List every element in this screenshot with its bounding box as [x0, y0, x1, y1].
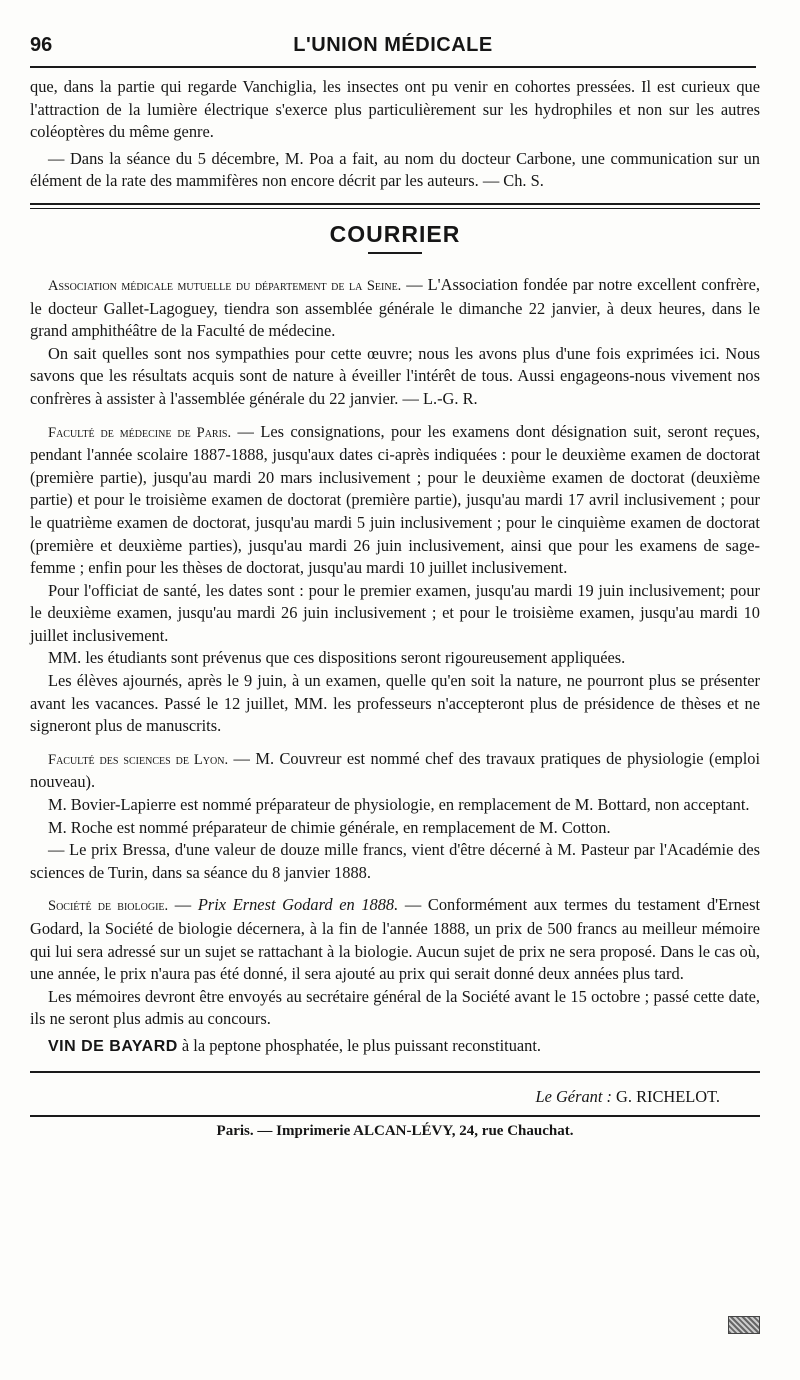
gerant-line: Le Gérant : G. RICHELOT. — [535, 1086, 720, 1106]
printer-imprint: Paris. — Imprimerie ALCAN-LÉVY, 24, rue Chauchat. — [216, 1122, 574, 1139]
prize-name: Prix Ernest Godard en 1888. — [197, 895, 399, 915]
footer-rule-bottom — [30, 1115, 760, 1117]
fac-med-paragraph-3: MM. les étudiants sont prévenus que ces dispositions seront rigoureusement appliquées. — [48, 648, 626, 668]
fac-sci-paragraph-1: Faculté des sciences de Lyon. — M. Couvreur est nommé chef des travaux pratiques de physiologie (emploi nouveau). — [30, 748, 761, 792]
fac-sci-lead: Faculté des sciences de Lyon. — [48, 751, 229, 768]
fac-med-lead: Faculté de médecine de Paris. — [48, 424, 232, 441]
advert-paragraph: VIN DE BAYARD à la peptone phosphatée, le plus puissant reconstituant. — [48, 1035, 542, 1055]
gerant-name: G. RICHELOT. — [616, 1086, 720, 1106]
intro-paragraph-2: — Dans la séance du 5 décembre, M. Poa a fait, au nom du docteur Carbone, une communication sur un élément de la rate des mammifères non encore décrit par les auteurs. — Ch. S. — [30, 148, 760, 191]
header-rule — [30, 66, 756, 68]
intro-paragraph-1: que, dans la partie qui regarde Vanchiglia, les insectes ont pu venir en cohortes pressées. Il est curieux que l'attraction de la lumière électrique s'exerce plus particulièrement sur les hydrophiles et non sur les autres coléoptères du même genre. — [30, 77, 760, 142]
library-stamp-icon — [728, 1316, 760, 1334]
fac-med-paragraph-1: Faculté de médecine de Paris. — Les consignations, pour les examens dont désignation suit, seront reçues, pendant l'année scolaire 1887-1888, jusqu'aux dates ci-après indiquées : pour le deuxième examen de doctorat (première partie), jusqu'au mardi 20 mars inclusivement ; pour le deuxième examen de doctorat (deuxième partie) et pour le troisième examen de doctorat (première partie), jusqu'au mardi 17 avril inclusivement ; pour le quatrième examen de doctorat, jusqu'au mardi 5 juin inclusivement ; pour le cinquième examen de doctorat (première et deuxième parties), jusqu'au mardi 26 juin inclusivement, ainsi que pour les examens de sage-femme ; enfin pour les thèses de doctorat, jusqu'au mardi 10 juillet inclusivement. — [30, 421, 760, 578]
page-content — [30, 76, 760, 1140]
section-title-courrier: COURRIER — [329, 220, 461, 247]
section-divider — [30, 203, 760, 209]
assoc-paragraph-1: Association médicale mutuelle du département de la Seine. — L'Association fondée par notre excellent confrère, le docteur Gallet-Lagoguey, tiendra son assemblée générale le dimanche 22 janvier, à deux heures, dans le grand amphithéâtre de la Faculté de médecine. — [30, 274, 760, 341]
assoc-paragraph-2: On sait quelles sont nos sympathies pour cette œuvre; nous les avons plus d'une fois exprimées ici. Nous savons que les résultats acquis sont de nature à éveiller l'intérêt de tous. Aussi engageons-nous vivement nos confrères à assister à l'assemblée générale du 22 janvier. — L.-G. R. — [30, 343, 760, 408]
soc-bio-paragraph-2: Les mémoires devront être envoyés au secrétaire général de la Société avant le 15 octobre ; passé cette date, ils ne seront plus admis au concours. — [30, 986, 760, 1029]
fac-med-paragraph-4: Les élèves ajournés, après le 9 juin, à un examen, quelle qu'en soit la nature, ne pourront plus se présenter avant les vacances. Passé le 12 juillet, MM. les professeurs n'accepteront plus de présidence de thèses et ne signeront plus de manuscrits. — [30, 671, 760, 736]
page-number: 96 — [30, 34, 53, 56]
footer-rule — [30, 1071, 760, 1073]
page-header — [30, 34, 756, 64]
soc-bio-lead: Société de biologie. — [48, 898, 169, 915]
fac-sci-paragraph-2: M. Bovier-Lapierre est nommé préparateur de physiologie, en remplacement de M. Bottard, non acceptant. — [48, 795, 750, 815]
fac-med-paragraph-2: Pour l'officiat de santé, les dates sont : pour le premier examen, jusqu'au mardi 19 juin inclusivement; pour le deuxième examen, jusqu'au mardi 26 juin inclusivement ; et pour le troisième examen, jusqu'au mardi 10 juillet inclusivement. — [30, 580, 760, 645]
fac-sci-paragraph-4: — Le prix Bressa, d'une valeur de douze mille francs, vient d'être décerné à M. Pasteur par l'Académie des sciences de Turin, dans sa séance du 8 janvier 1888. — [30, 840, 760, 882]
soc-bio-paragraph-1: Société de biologie. — Prix Ernest Godard en 1888. — Conformément aux termes du testament d'Ernest Godard, la Société de biologie décernera, à la fin de l'année 1888, un prix de 500 francs au meilleur mémoire qui lui sera adressé sur un sujet se rattachant à la biologie. Aucun sujet de prix ne sera proposé. Dans le cas où, une année, le prix n'aura pas été donné, il sera ajouté au prix qui serait donné deux années plus tard. — [30, 895, 760, 984]
title-underline — [368, 252, 422, 254]
fac-sci-paragraph-3: M. Roche est nommé préparateur de chimie générale, en remplacement de M. Cotton. — [48, 817, 611, 837]
assoc-lead: Association médicale mutuelle du département de la Seine. — [48, 277, 402, 294]
running-title: L'UNION MÉDICALE — [293, 34, 493, 56]
advert-lead: VIN DE BAYARD — [48, 1037, 178, 1055]
